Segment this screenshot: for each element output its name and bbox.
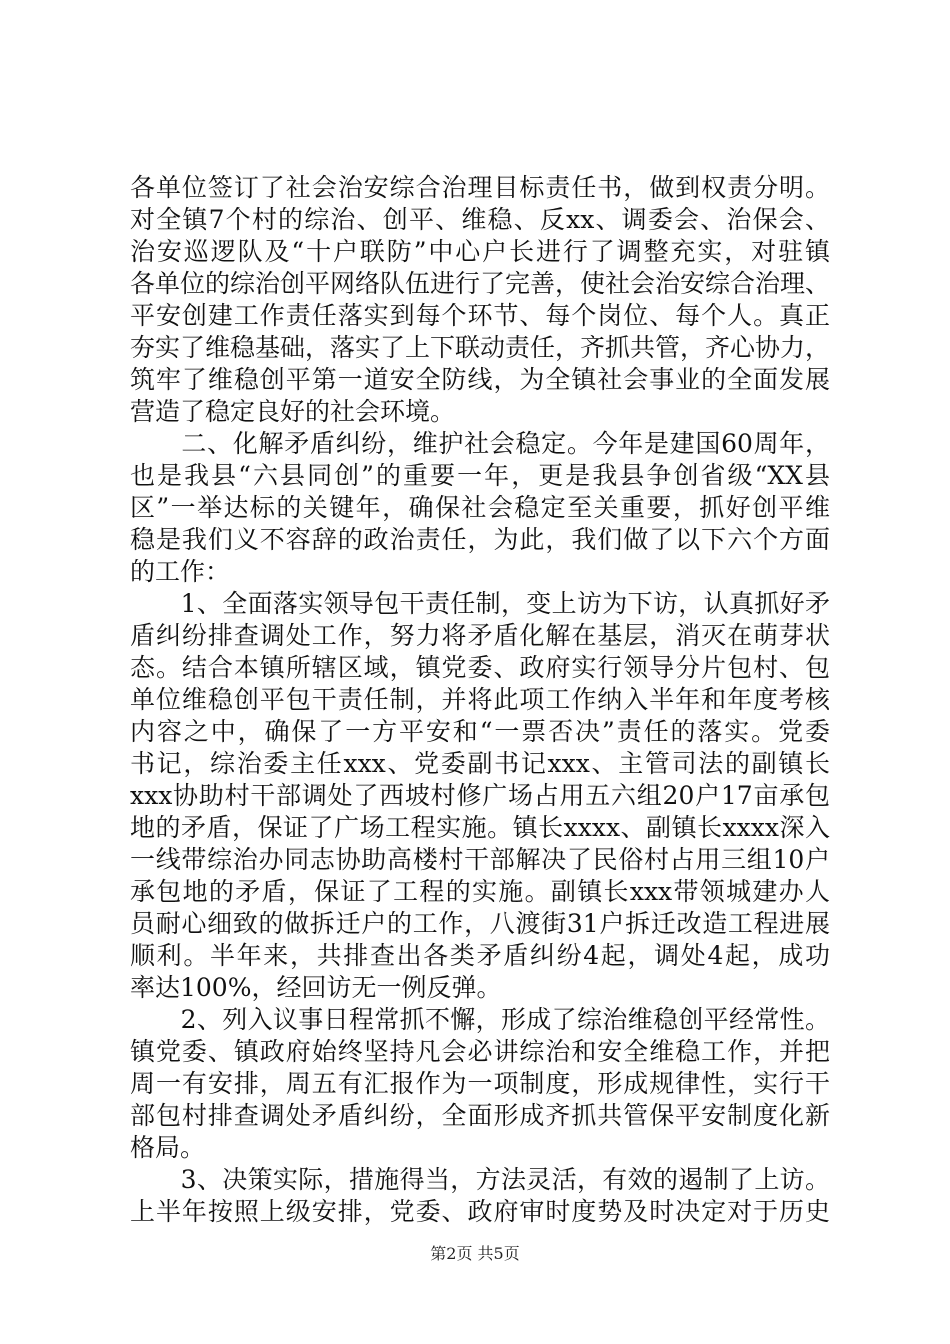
- text-line: 的工作：: [130, 557, 231, 586]
- text-line: 各单位的综治创平网络队伍进行了完善，使社会治安综合治理、: [130, 269, 831, 298]
- text-line: 单位维稳创平包干责任制，并将此项工作纳入半年和年度考核: [130, 685, 830, 714]
- text-line: 上半年按照上级安排，党委、政府审时度势及时决定对于历史: [130, 1197, 830, 1226]
- text-line: 镇党委、镇政府始终坚持凡会必讲综治和安全维稳工作，并把: [130, 1037, 830, 1066]
- text-line: 夯实了维稳基础，落实了上下联动责任，齐抓共管，齐心协力，: [130, 333, 831, 362]
- text-line: 一线带综治办同志协助高楼村干部解决了民俗村占用三组10户: [130, 845, 830, 874]
- text-line: xxx协助村干部调处了西坡村修广场占用五六组20户17亩承包: [130, 781, 830, 810]
- text-line: 1、全面落实领导包干责任制，变上访为下访，认真抓好矛: [130, 589, 830, 618]
- text-line: 态。结合本镇所辖区域，镇党委、政府实行领导分片包村、包: [130, 653, 830, 682]
- page-footer: 第2页 共5页: [430, 1244, 520, 1263]
- text-line: 区”一举达标的关键年，确保社会稳定至关重要，抓好创平维: [130, 493, 830, 522]
- body-text: [130, 172, 830, 1228]
- text-line: 3、决策实际，措施得当，方法灵活，有效的遏制了上访。: [130, 1165, 830, 1194]
- text-line: 营造了稳定良好的社会环境。: [130, 397, 456, 426]
- text-line: 也是我县“六县同创”的重要一年，更是我县争创省级“XX县: [130, 461, 830, 490]
- text-line: 对全镇7个村的综治、创平、维稳、反xx、调委会、治保会、: [130, 205, 830, 234]
- text-line: 平安创建工作责任落实到每个环节、每个岗位、每个人。真正: [130, 301, 830, 330]
- text-line: 书记，综治委主任xxx、党委副书记xxx、主管司法的副镇长: [130, 749, 830, 778]
- text-line: 周一有安排，周五有汇报作为一项制度，形成规律性，实行干: [130, 1069, 830, 1098]
- text-line: 承包地的矛盾，保证了工程的实施。副镇长xxx带领城建办人: [130, 877, 830, 906]
- text-line: 各单位签订了社会治安综合治理目标责任书，做到权责分明。: [130, 173, 830, 202]
- text-line: 地的矛盾，保证了广场工程实施。镇长xxxx、副镇长xxxx深入: [130, 813, 830, 842]
- text-line: 顺利。半年来，共排查出各类矛盾纠纷4起，调处4起，成功: [130, 941, 830, 970]
- text-line: 员耐心细致的做拆迁户的工作，八渡街31户拆迁改造工程进展: [130, 909, 830, 938]
- text-line: 部包村排查调处矛盾纠纷，全面形成齐抓共管保平安制度化新: [130, 1101, 830, 1130]
- text-line: 二、化解矛盾纠纷，维护社会稳定。今年是建国60周年，: [130, 429, 830, 458]
- text-line: 治安巡逻队及“十户联防”中心户长进行了调整充实，对驻镇: [130, 237, 830, 266]
- text-line: 内容之中，确保了一方平安和“一票否决”责任的落实。党委: [130, 717, 830, 746]
- text-line: 格局。: [130, 1133, 206, 1162]
- text-line: 筑牢了维稳创平第一道安全防线，为全镇社会事业的全面发展: [130, 365, 830, 394]
- text-line: 稳是我们义不容辞的政治责任，为此，我们做了以下六个方面: [130, 525, 830, 554]
- text-line: 率达100%，经回访无一例反弹。: [130, 973, 502, 1002]
- text-line: 2、列入议事日程常抓不懈，形成了综治维稳创平经常性。: [130, 1005, 830, 1034]
- text-line: 盾纠纷排查调处工作，努力将矛盾化解在基层，消灭在萌芽状: [130, 621, 830, 650]
